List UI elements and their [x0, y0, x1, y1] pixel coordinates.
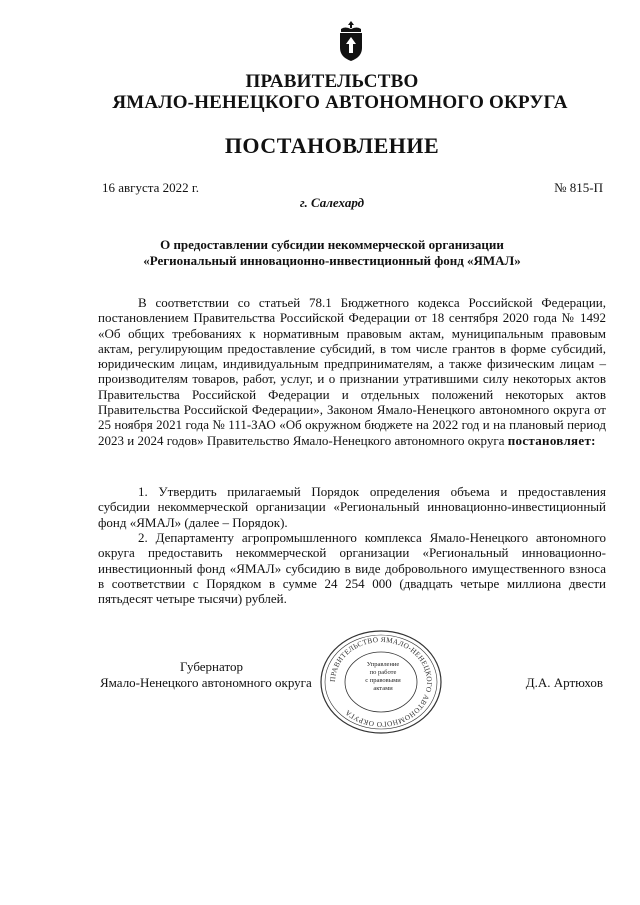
- stamp-center-line1: Управление: [366, 661, 400, 668]
- document-date: 16 августа 2022 г.: [102, 180, 199, 195]
- coat-of-arms-icon: [335, 20, 367, 62]
- stamp-center-line4: актами: [373, 685, 393, 692]
- preamble-text: В соответствии со статьей 78.1 Бюджетного кодекса Российской Федерации, постановлением Правительства Российской Федерации от 18 сентября 2020 года № 1492 «Об общих требованиях к нормативным правовым актам, муниципальным правовым актам, регулирующим предоставление субсидий, в том числе грантов в форме субсидий, юридическим лицам, индивидуальным предпринимателям, а также физическим лицам – производителям товаров, работ, услуг, и о признании утратившими силу некоторых актов Правительства Российской Федерации и отдельных положений некоторых актов Правительства Российской Федерации», Законом Ямало-Ненецкого автономного округа от 25 ноября 2021 года № 111-ЗАО «Об окружном бюджете на 2022 год и на плановый период 2023 и 2024 годов» Правительство Ямало-Ненецкого автономного округа: [98, 295, 606, 448]
- org-name-line1: ПРАВИТЕЛЬСТВО: [245, 71, 419, 92]
- subject-line2: «Региональный инновационно-инвестиционный фонд «ЯМАЛ»: [143, 253, 521, 268]
- item-1-paragraph: [98, 484, 606, 530]
- document-subject: [12, 237, 640, 269]
- preamble-paragraph: [98, 295, 606, 448]
- item-2-paragraph: [98, 530, 606, 606]
- signer-name: Д.А. Артюхов: [525, 675, 603, 690]
- document-type: ПОСТАНОВЛЕНИЕ: [224, 133, 440, 158]
- stamp-ring-text: ПРАВИТЕЛЬСТВО ЯМАЛО-НЕНЕЦКОГО АВТОНОМНОГО ОКРУГА: [327, 634, 435, 730]
- signer-title-line2: Ямало-Ненецкого автономного округа: [100, 675, 312, 690]
- stamp-center-line2: по работе: [369, 669, 397, 676]
- document-city: г. Салехард: [299, 195, 365, 210]
- item-2-text: 2. Департаменту агропромышленного комплекса Ямало-Ненецкого автономного округа предоставить некоммерческой организации «Региональный инновационно-инвестиционный фонд «ЯМАЛ» субсидию в виде добровольного имущественного взноса в соответствии с Порядком в сумме 24 254 000 (двадцать четыре миллиона двести пятьдесят четыре тысячи) рублей.: [98, 530, 606, 607]
- resolves-word: постановляет:: [507, 432, 596, 448]
- item-1-text: 1. Утвердить прилагаемый Порядок определения объема и предоставления субсидии некоммерческой организации «Региональный инновационно-инвестиционный фонд «ЯМАЛ» (далее – Порядок).: [98, 484, 606, 530]
- stamp-center-line3: с правовыми: [365, 677, 401, 684]
- document-number: № 815-П: [554, 180, 603, 195]
- stamp-center-text: [358, 661, 408, 693]
- signer-title-line1: Губернатор: [180, 659, 243, 674]
- org-name-line2: ЯМАЛО-НЕНЕЦКОГО АВТОНОМНОГО ОКРУГА: [112, 92, 568, 113]
- subject-line1: О предоставлении субсидии некоммерческой организации: [160, 237, 504, 252]
